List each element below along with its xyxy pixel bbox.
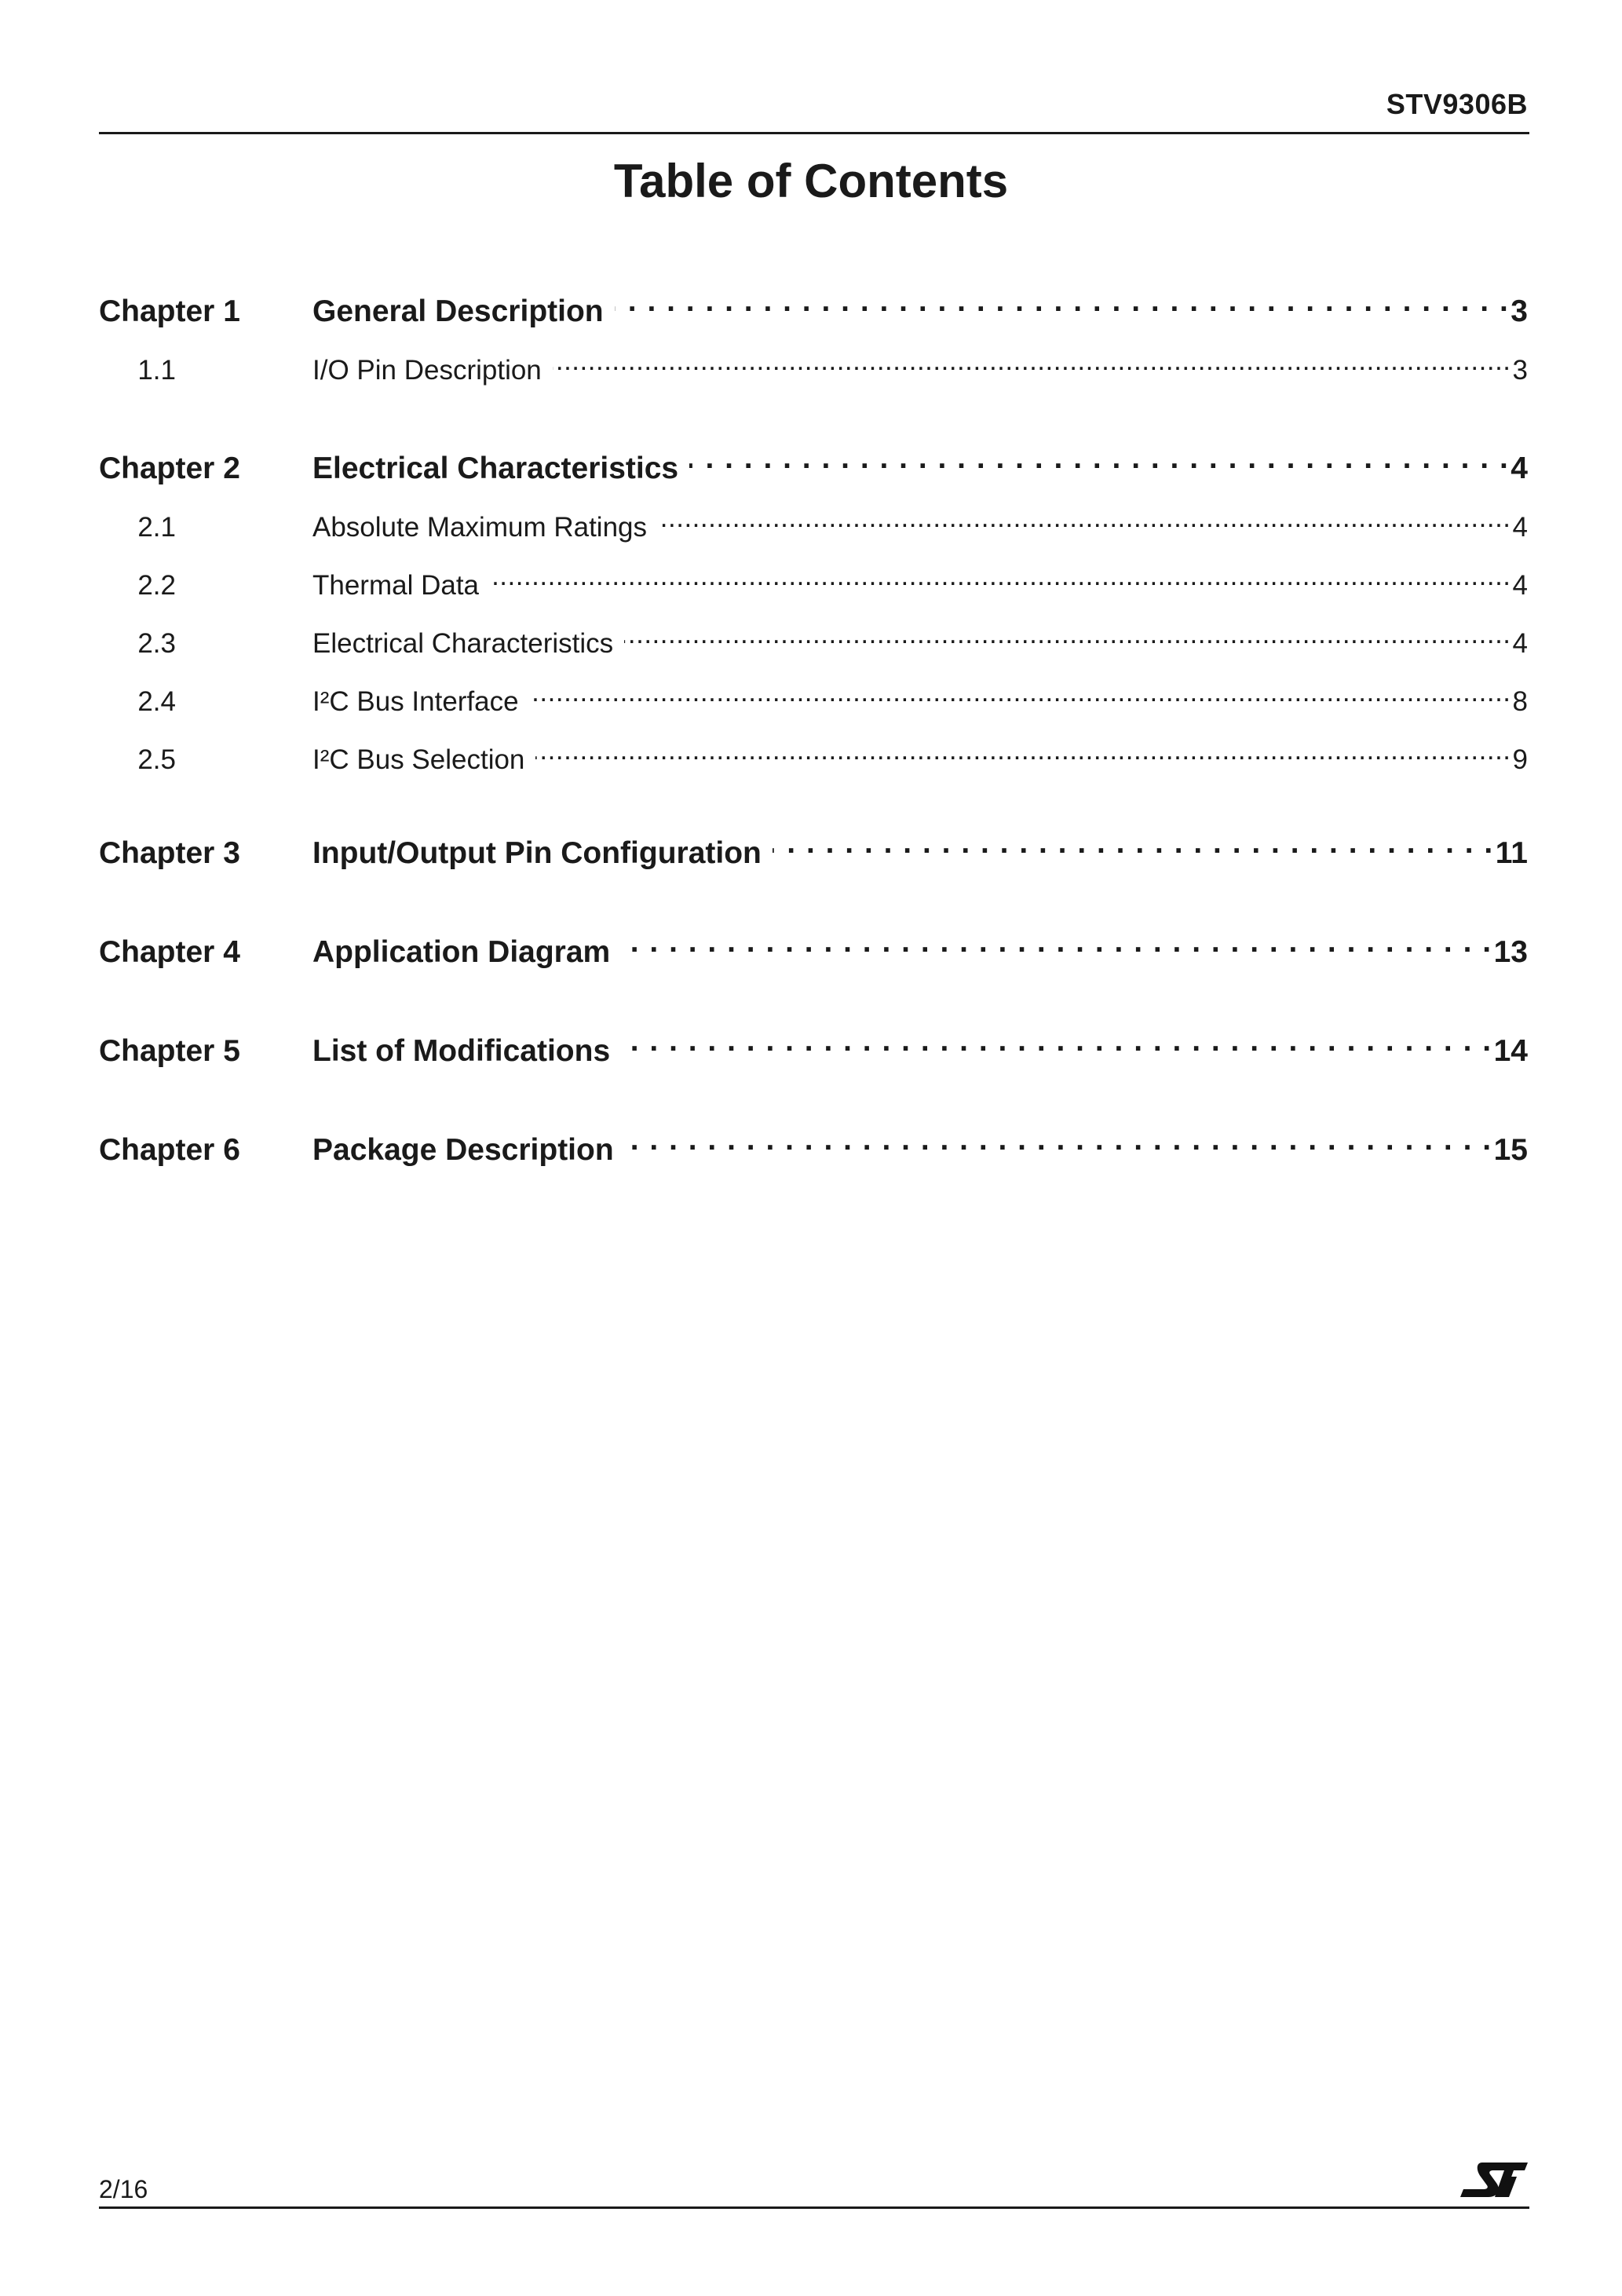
page-number: 4 bbox=[1512, 570, 1528, 601]
page-number: 14 bbox=[1493, 1034, 1528, 1068]
dot-leader bbox=[621, 931, 1492, 962]
page-number: 4 bbox=[1512, 512, 1528, 543]
toc-section-2-5[interactable] bbox=[99, 741, 1528, 776]
page-number: 4 bbox=[1512, 628, 1528, 659]
section-title[interactable]: I²C Bus Interface bbox=[312, 686, 519, 717]
section-number: 2.1 bbox=[137, 512, 176, 543]
dot-leader bbox=[535, 741, 1511, 769]
section-number: 2.3 bbox=[137, 628, 176, 659]
page-number: 3 bbox=[1511, 294, 1528, 328]
footer-divider bbox=[99, 2206, 1529, 2209]
toc-section-2-2[interactable] bbox=[99, 567, 1528, 601]
dot-leader bbox=[624, 625, 1511, 653]
toc-chapter-5[interactable] bbox=[99, 1030, 1528, 1069]
chapter-title[interactable]: General Description bbox=[312, 294, 604, 328]
page-number: 4 bbox=[1511, 452, 1528, 485]
toc-chapter-6[interactable] bbox=[99, 1129, 1528, 1168]
section-title[interactable]: Thermal Data bbox=[312, 570, 480, 601]
section-number: 1.1 bbox=[137, 355, 176, 386]
chapter-title[interactable]: Input/Output Pin Configuration bbox=[312, 836, 762, 870]
dot-leader bbox=[773, 832, 1494, 863]
toc-chapter-4[interactable] bbox=[99, 931, 1528, 970]
page-indicator: 2/16 bbox=[99, 2175, 148, 2203]
section-title[interactable]: Absolute Maximum Ratings bbox=[312, 512, 647, 543]
page-number: 9 bbox=[1512, 744, 1528, 775]
page-number: 13 bbox=[1493, 935, 1528, 969]
chapter-label: Chapter 4 bbox=[99, 935, 240, 969]
st-logo-icon bbox=[1459, 2158, 1529, 2202]
chapter-label: Chapter 6 bbox=[99, 1133, 240, 1167]
section-number: 2.2 bbox=[137, 570, 176, 601]
document-id: STV9306B bbox=[1386, 88, 1528, 120]
toc-section-2-4[interactable] bbox=[99, 683, 1528, 718]
page-number: 8 bbox=[1512, 686, 1528, 717]
chapter-label: Chapter 2 bbox=[99, 452, 240, 485]
chapter-title[interactable]: Package Description bbox=[312, 1133, 614, 1167]
section-title[interactable]: I/O Pin Description bbox=[312, 355, 542, 386]
page-number: 11 bbox=[1495, 836, 1528, 870]
dot-leader bbox=[490, 567, 1511, 594]
dot-leader bbox=[658, 509, 1511, 536]
section-number: 2.5 bbox=[137, 744, 176, 775]
page-number: 3 bbox=[1512, 355, 1528, 386]
page-title: Table of Contents bbox=[613, 155, 1009, 207]
section-title[interactable]: I²C Bus Selection bbox=[312, 744, 525, 775]
page-number: 15 bbox=[1493, 1133, 1528, 1167]
chapter-label: Chapter 5 bbox=[99, 1034, 240, 1068]
chapter-title[interactable]: Electrical Characteristics bbox=[312, 452, 679, 485]
toc-section-2-3[interactable] bbox=[99, 625, 1528, 660]
toc-chapter-3[interactable] bbox=[99, 832, 1528, 871]
dot-leader bbox=[530, 683, 1511, 711]
toc-section-2-1[interactable] bbox=[99, 509, 1528, 543]
chapter-title[interactable]: Application Diagram bbox=[312, 935, 611, 969]
dot-leader bbox=[553, 352, 1511, 379]
section-title[interactable]: Electrical Characteristics bbox=[312, 628, 614, 659]
chapter-label: Chapter 1 bbox=[99, 294, 240, 328]
chapter-label: Chapter 3 bbox=[99, 836, 240, 870]
section-number: 2.4 bbox=[137, 686, 176, 717]
dot-leader bbox=[621, 1030, 1492, 1061]
header-divider bbox=[99, 132, 1529, 134]
dot-leader bbox=[615, 291, 1510, 321]
chapter-title[interactable]: List of Modifications bbox=[312, 1034, 611, 1068]
dot-leader bbox=[625, 1129, 1492, 1160]
toc-chapter-2[interactable] bbox=[99, 448, 1528, 486]
toc-chapter-1[interactable] bbox=[99, 291, 1528, 329]
toc-section-1-1[interactable] bbox=[99, 352, 1528, 386]
dot-leader bbox=[689, 448, 1509, 478]
